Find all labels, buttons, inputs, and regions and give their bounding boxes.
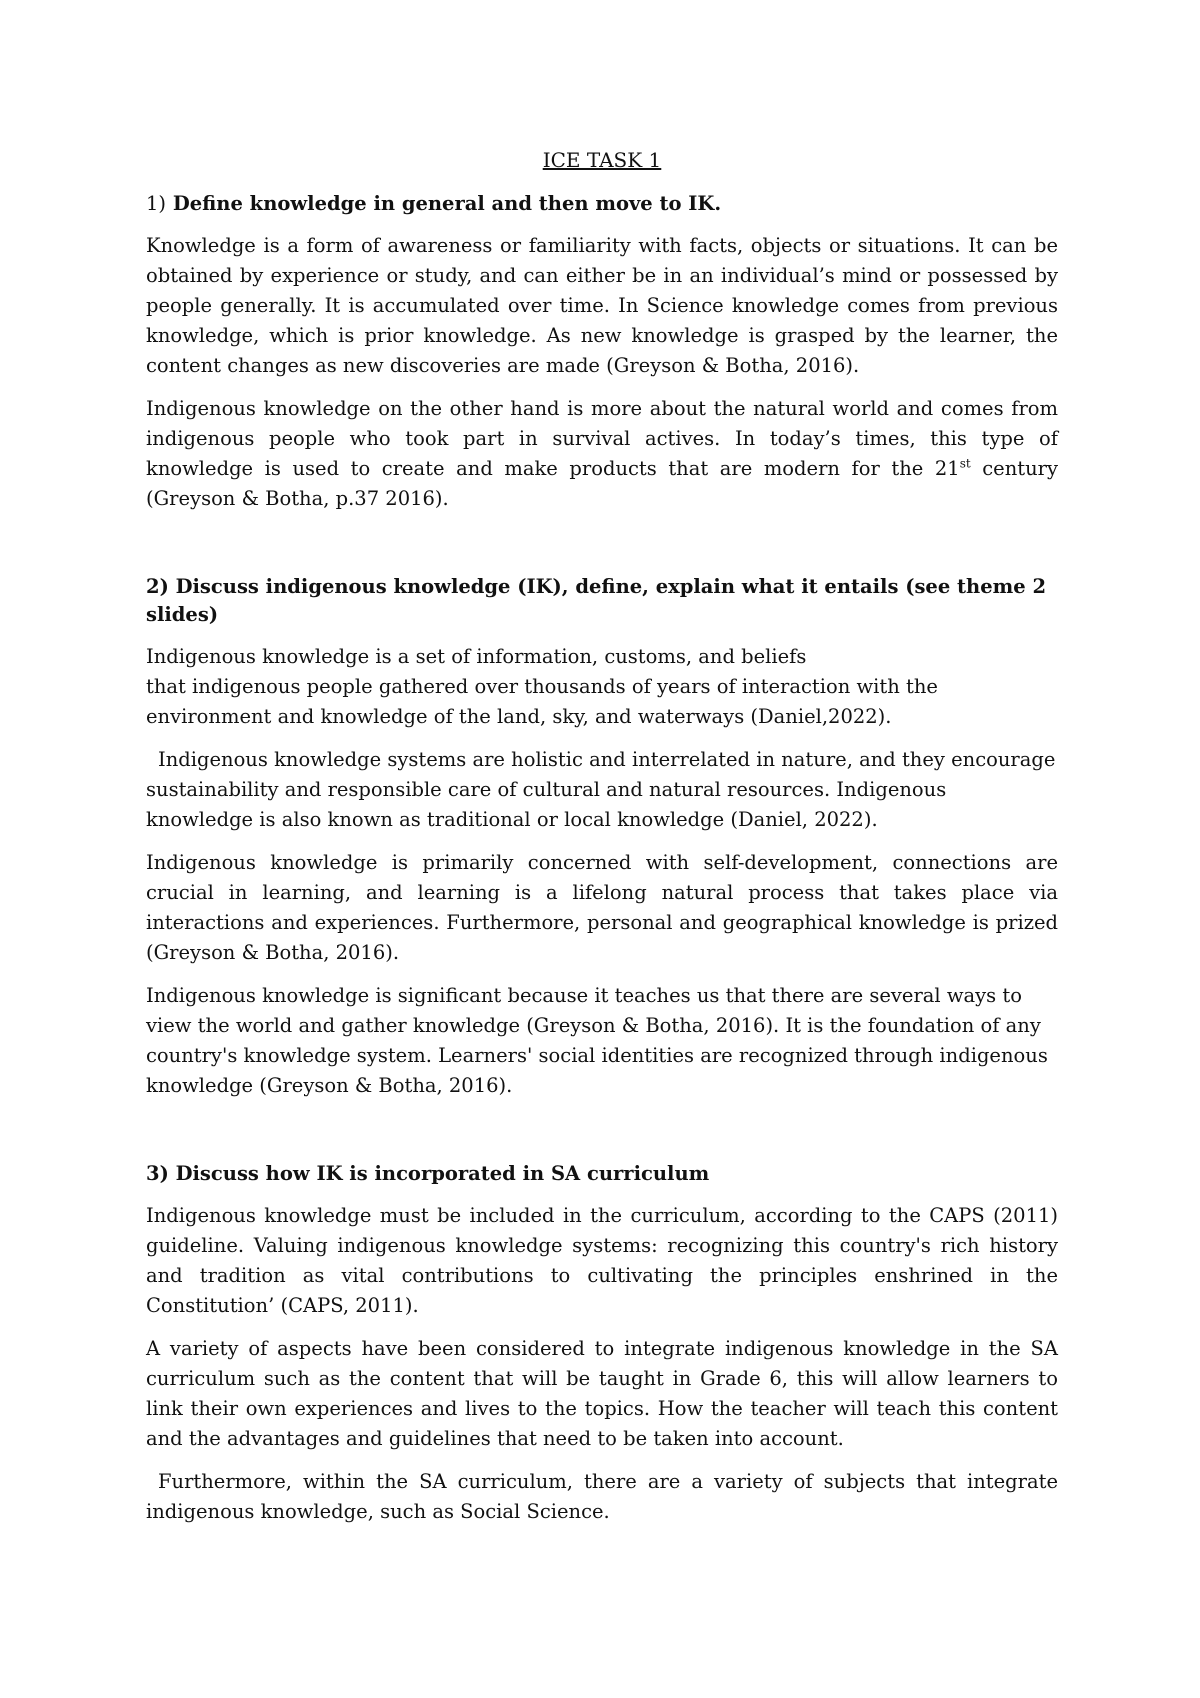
section-3-paragraph-3: Furthermore, within the SA curriculum, there are a variety of subjects that integrate indigenous knowledge, such as Social Science. bbox=[146, 1470, 1058, 1523]
ordinal-suffix: st bbox=[959, 456, 971, 471]
section-1-heading-text: Define knowledge in general and then move to IK. bbox=[172, 192, 722, 215]
section-2-paragraph-4: Indigenous knowledge is significant because it teaches us that there are several ways to view the world and gather knowledge (Greyson & Botha, 2016). It is the foundation of any country's knowledge system. Learners' social identities are recognized through indigenous knowledge (Greyson & Botha, 2016). bbox=[146, 984, 1048, 1097]
section-1-number: 1) bbox=[146, 192, 167, 215]
section-2-heading bbox=[146, 573, 1058, 629]
section-2-paragraph-3: Indigenous knowledge is primarily concerned with self-development, connections are crucial in learning, and learning is a lifelong natural process that takes place via interactions and experiences. Furthermore, personal and geographical knowledge is prized (Greyson & Botha, 2016). bbox=[146, 851, 1058, 964]
page-title: ICE TASK 1 bbox=[542, 148, 662, 172]
section-1-heading bbox=[146, 190, 1058, 218]
section-2-paragraph-1-line-1: Indigenous knowledge is a set of information, customs, and beliefs bbox=[146, 645, 807, 668]
section-2-number: 2) bbox=[146, 575, 169, 598]
section-2-paragraph-1-rest: that indigenous people gathered over thousands of years of interaction with the environment and knowledge of the land, sky, and waterways (Daniel,2022). bbox=[146, 675, 938, 728]
section-3-number: 3) bbox=[146, 1162, 169, 1185]
section-2-paragraph-2: Indigenous knowledge systems are holistic and interrelated in nature, and they encourage sustainability and responsible care of cultural and natural resources. Indigenous knowledge is also known as traditional or local knowledge (Daniel, 2022). bbox=[146, 748, 1056, 831]
section-3-heading bbox=[146, 1160, 1058, 1188]
section-2-heading-text: Discuss indigenous knowledge (IK), define, explain what it entails (see theme 2 slides) bbox=[146, 575, 1047, 626]
section-3-heading-text: Discuss how IK is incorporated in SA curriculum bbox=[175, 1162, 710, 1185]
section-3-paragraph-1: Indigenous knowledge must be included in the curriculum, according to the CAPS (2011) guideline. Valuing indigenous knowledge systems: recognizing this country's rich history and tradition as vital contributions to cultivating the principles enshrined in the Constitution’ (CAPS, 2011). bbox=[146, 1204, 1058, 1317]
section-2-paragraph-1 bbox=[146, 642, 1058, 732]
section-1-paragraph-2-end: century (Greyson & Botha, p.37 2016). bbox=[146, 457, 1059, 510]
section-1-paragraph-2-text: Indigenous knowledge on the other hand is more about the natural world and comes from indigenous people who took part in survival actives. In today’s times, this type of knowledge is used to create and make products that are modern for the 21 bbox=[146, 397, 1058, 480]
document-page bbox=[146, 146, 1058, 1540]
section-1-paragraph-2 bbox=[146, 394, 1058, 514]
section-1-paragraph-1: Knowledge is a form of awareness or familiarity with facts, objects or situations. It can be obtained by experience or study, and can either be in an individual’s mind or possessed by people generally. It is accumulated over time. In Science knowledge comes from previous knowledge, which is prior knowledge. As new knowledge is grasped by the learner, the content changes as new discoveries are made (Greyson & Botha, 2016). bbox=[146, 234, 1058, 377]
section-3-paragraph-2: A variety of aspects have been considered to integrate indigenous knowledge in the SA curriculum such as the content that will be taught in Grade 6, this will allow learners to link their own experiences and lives to the topics. How the teacher will teach this content and the advantages and guidelines that need to be taken into account. bbox=[146, 1337, 1058, 1450]
